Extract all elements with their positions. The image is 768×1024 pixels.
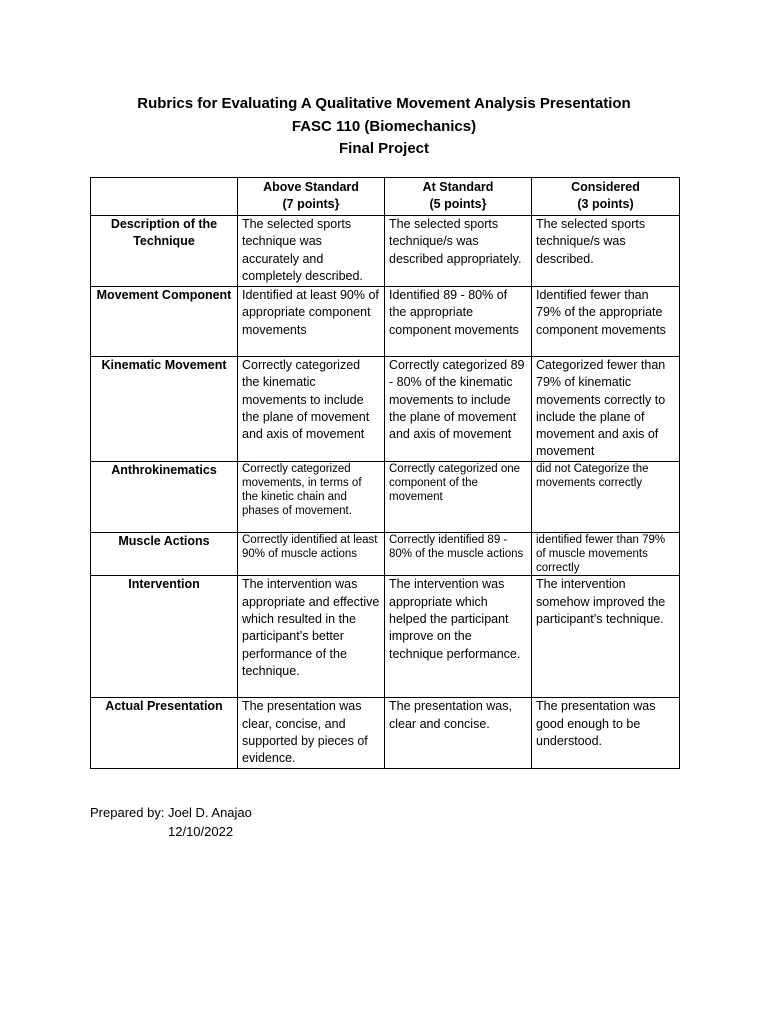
rubric-cell: Identified fewer than 79% of the appropriate component movements [532, 287, 680, 357]
document-header [0, 93, 768, 161]
rubric-cell: The selected sports technique/s was described appropriately. [385, 216, 532, 287]
rubric-cell: The selected sports technique was accurately and completely described. [238, 216, 385, 287]
document-footer [90, 803, 252, 841]
rubric-cell: The intervention somehow improved the participant’s technique. [532, 576, 680, 698]
column-points: (7 points} [282, 197, 340, 212]
document-title: Rubrics for Evaluating A Qualitative Movement Analysis Presentation [137, 95, 631, 112]
table-row [91, 357, 680, 462]
rubric-cell: The presentation was, clear and concise. [385, 698, 532, 769]
rubric-cell: The intervention was appropriate which helped the participant improve on the technique performance. [385, 576, 532, 698]
rubric-cell: The presentation was clear, concise, and supported by pieces of evidence. [238, 698, 385, 769]
rubric-cell: did not Categorize the movements correctly [532, 461, 680, 532]
column-label: Above Standard [263, 180, 359, 194]
column-points: (5 points} [429, 197, 487, 212]
rubric-cell: Identified at least 90% of appropriate component movements [238, 287, 385, 357]
column-header-at-standard [385, 178, 532, 216]
rubric-cell: Correctly categorized 89 - 80% of the kinematic movements to include the plane of movement and axis of movement [385, 357, 532, 462]
table-row [91, 287, 680, 357]
column-label: At Standard [422, 180, 494, 194]
rubric-cell: Correctly categorized movements, in terms of the kinetic chain and phases of movement. [238, 461, 385, 532]
column-header-considered [532, 178, 680, 216]
column-points: (3 points) [577, 197, 634, 212]
rubric-cell: Correctly identified 89 - 80% of the muscle actions [385, 532, 532, 576]
rubric-cell: Correctly categorized one component of the movement [385, 461, 532, 532]
criterion-cell: Actual Presentation [91, 698, 238, 769]
column-label: Considered [571, 180, 640, 194]
rubric-cell: Correctly identified at least 90% of muscle actions [238, 532, 385, 576]
criterion-cell: Muscle Actions [91, 532, 238, 576]
rubric-cell: The intervention was appropriate and effective which resulted in the participant’s better performance of the technique. [238, 576, 385, 698]
criterion-cell: Intervention [91, 576, 238, 698]
criterion-cell: Description of the Technique [91, 216, 238, 287]
column-header-above-standard [238, 178, 385, 216]
rubric-cell: Categorized fewer than 79% of kinematic movements correctly to include the plane of movement and axis of movement [532, 357, 680, 462]
course-title: FASC 110 (Biomechanics) [291, 117, 477, 135]
rubric-cell: Identified 89 - 80% of the appropriate component movements [385, 287, 532, 357]
rubric-cell: identified fewer than 79% of muscle movements correctly [532, 532, 680, 576]
rubric-table [90, 177, 680, 769]
rubric-cell: The selected sports technique/s was described. [532, 216, 680, 287]
criterion-cell: Kinematic Movement [91, 357, 238, 462]
table-row [91, 576, 680, 698]
prepared-date: 12/10/2022 [168, 824, 234, 839]
table-row [91, 461, 680, 532]
table-row [91, 532, 680, 576]
table-row [91, 216, 680, 287]
rubric-cell: Correctly categorized the kinematic movements to include the plane of movement and axis of movement [238, 357, 385, 462]
corner-cell [91, 178, 238, 216]
prepared-by: Prepared by: Joel D. Anajao [90, 805, 252, 820]
criterion-cell: Movement Component [91, 287, 238, 357]
rubric-cell: The presentation was good enough to be understood. [532, 698, 680, 769]
table-row [91, 698, 680, 769]
criterion-cell: Anthrokinematics [91, 461, 238, 532]
project-title: Final Project [338, 140, 430, 157]
header-row [91, 178, 680, 216]
